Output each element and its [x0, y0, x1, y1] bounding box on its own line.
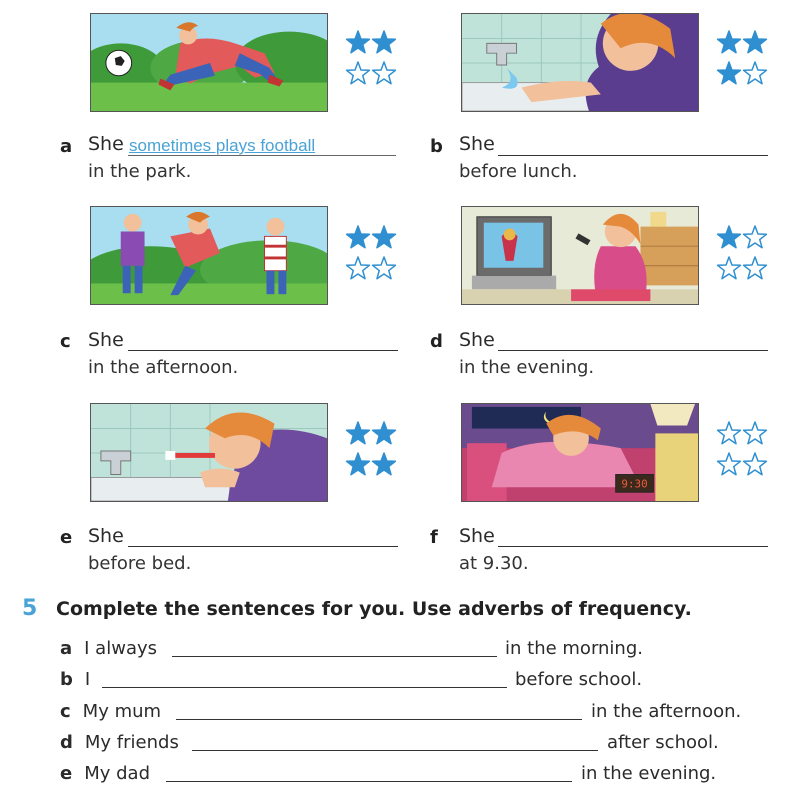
- star-empty-icon: [347, 257, 370, 279]
- star-filled-icon: [373, 422, 396, 444]
- star-empty-icon: [744, 226, 767, 248]
- ex5-letter: e: [60, 763, 73, 784]
- item-c-letter: c: [60, 331, 71, 352]
- item-e-letter: e: [60, 527, 73, 548]
- item-f-letter: f: [430, 527, 438, 548]
- item-a-subject: She: [88, 133, 124, 155]
- item-d-blank[interactable]: [498, 350, 768, 351]
- item-b-letter: b: [430, 136, 443, 157]
- ex5-blank-b[interactable]: [102, 687, 507, 688]
- stars-b: [716, 29, 768, 91]
- ex5-sentence-e: [60, 763, 150, 784]
- stars-a: [345, 29, 397, 91]
- item-e-blank[interactable]: [128, 546, 398, 547]
- stars-f: [716, 420, 768, 482]
- ex5-blank-e[interactable]: [166, 781, 572, 782]
- item-e-second-line: before bed.: [88, 553, 192, 574]
- star-empty-icon: [718, 453, 741, 475]
- picture-d-watching-tv: [461, 206, 699, 305]
- star-filled-icon: [347, 226, 370, 248]
- picture-f-in-bed: [461, 403, 699, 502]
- item-a-letter: a: [60, 136, 73, 157]
- star-filled-icon: [373, 453, 396, 475]
- item-d-letter: d: [430, 331, 443, 352]
- ex5-letter: b: [60, 669, 73, 690]
- ex5-sentence-d: [60, 732, 179, 753]
- star-empty-icon: [373, 257, 396, 279]
- item-e-subject: She: [88, 525, 124, 547]
- star-filled-icon: [744, 31, 767, 53]
- ex5-sentence-a: [60, 638, 157, 659]
- item-f-second-line: at 9.30.: [459, 553, 529, 574]
- ex5-start: My friends: [84, 732, 179, 753]
- star-filled-icon: [347, 422, 370, 444]
- ex5-start: I: [84, 669, 91, 690]
- ex5-start: My dad: [84, 763, 151, 784]
- item-c-blank[interactable]: [128, 350, 398, 351]
- ex5-end-e: in the evening.: [581, 763, 717, 784]
- item-d-second-line: in the evening.: [459, 357, 595, 378]
- picture-b-washing-hands: [461, 13, 699, 112]
- ex5-start: My mum: [82, 701, 162, 722]
- item-d-subject: She: [459, 329, 495, 351]
- star-empty-icon: [744, 62, 767, 84]
- ex5-end-c: in the afternoon.: [591, 701, 742, 722]
- ex5-blank-a[interactable]: [172, 656, 497, 657]
- item-f-subject: She: [459, 525, 495, 547]
- item-c-second-line: in the afternoon.: [88, 357, 239, 378]
- ex5-end-a: in the morning.: [505, 638, 643, 659]
- item-a-answer: sometimes plays football: [129, 136, 316, 155]
- ex5-letter: a: [60, 638, 73, 659]
- star-filled-icon: [718, 31, 741, 53]
- star-filled-icon: [373, 31, 396, 53]
- stars-e: [345, 420, 397, 482]
- star-filled-icon: [373, 226, 396, 248]
- ex5-blank-d[interactable]: [192, 750, 598, 751]
- picture-a-football: [90, 13, 328, 112]
- ex5-start: I always: [84, 638, 157, 659]
- ex5-letter: d: [60, 732, 73, 753]
- ex5-sentence-b: [60, 669, 90, 690]
- item-f-blank[interactable]: [498, 546, 768, 547]
- item-b-blank[interactable]: [498, 155, 768, 156]
- clock-display: 9:30: [621, 477, 648, 491]
- item-c-subject: She: [88, 329, 124, 351]
- ex5-letter: c: [60, 701, 71, 722]
- picture-c-playing: [90, 206, 328, 305]
- star-empty-icon: [373, 62, 396, 84]
- item-b-subject: She: [459, 133, 495, 155]
- star-empty-icon: [744, 453, 767, 475]
- stars-d: [716, 224, 768, 286]
- ex5-end-b: before school.: [515, 669, 643, 690]
- item-a-second-line: in the park.: [88, 161, 192, 182]
- star-filled-icon: [347, 31, 370, 53]
- item-b-second-line: before lunch.: [459, 161, 578, 182]
- ex5-sentence-c: [60, 701, 161, 722]
- exercise-5-instruction: Complete the sentences for you. Use adverbs of frequency.: [56, 598, 692, 620]
- exercise-5-number: 5: [22, 596, 38, 621]
- star-empty-icon: [744, 257, 767, 279]
- star-empty-icon: [347, 62, 370, 84]
- star-filled-icon: [347, 453, 370, 475]
- ex5-end-d: after school.: [607, 732, 719, 753]
- star-filled-icon: [718, 62, 741, 84]
- picture-e-brushing-teeth: [90, 403, 328, 502]
- star-empty-icon: [718, 422, 741, 444]
- stars-c: [345, 224, 397, 286]
- star-empty-icon: [718, 257, 741, 279]
- star-filled-icon: [718, 226, 741, 248]
- star-empty-icon: [744, 422, 767, 444]
- ex5-blank-c[interactable]: [176, 719, 582, 720]
- item-a-blank[interactable]: [128, 155, 396, 156]
